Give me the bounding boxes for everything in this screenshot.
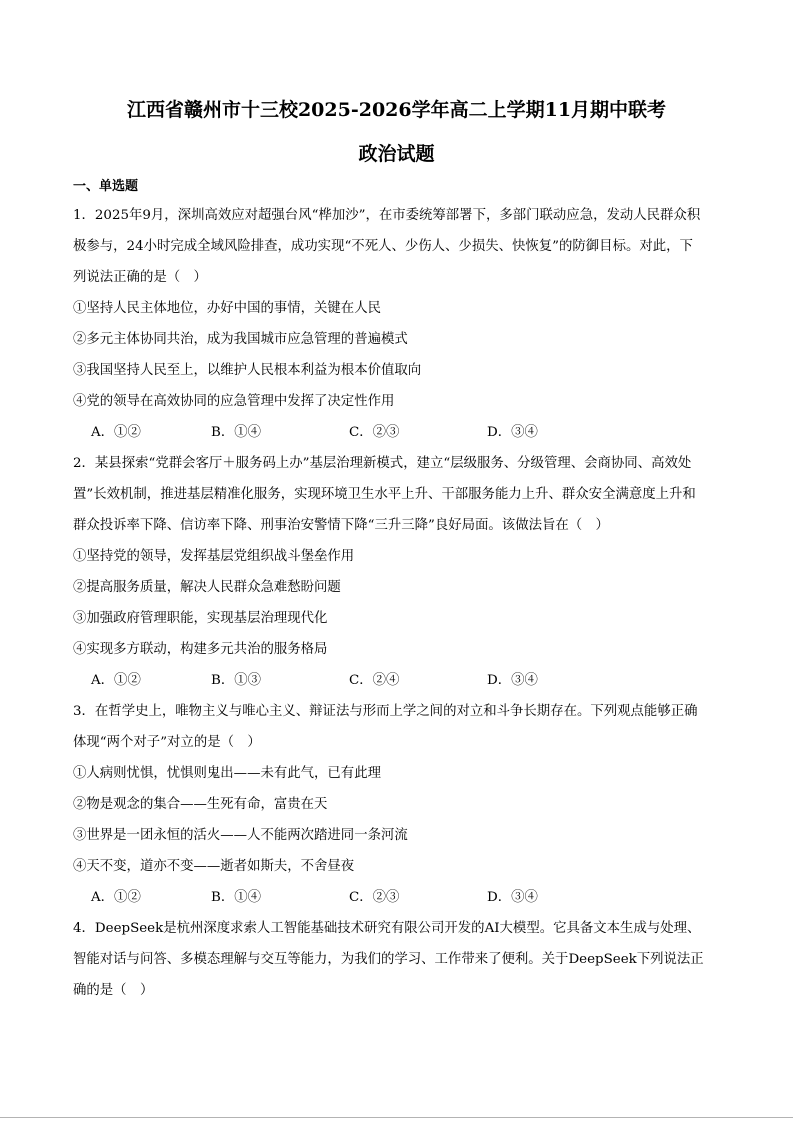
choice-a: A．①② [91,673,141,688]
answer-choices [73,882,721,913]
question-2 [73,448,721,696]
subject-title: 政治试题 [358,143,435,165]
question-stem-line: 列说法正确的是（ ） [73,270,207,285]
question-1 [73,200,721,448]
choice-c: C．②③ [349,425,400,440]
statement-option: ③我国坚持人民至上，以维护人民根本利益为根本价值取向 [73,363,422,378]
question-stem-line: 4．DeepSeek是杭州深度求索人工智能基础技术研究有限公司开发的AI大模型。它具备文本生成与处理、 [73,921,701,936]
exam-title: 江西省赣州市十三校2025-2026学年高二上学期11月期中联考 [126,99,667,121]
question-stem-line: 置”长效机制，推进基层精准化服务，实现环境卫生水平上升、干部服务能力上升、群众安全满意度上升和 [73,487,696,502]
question-stem-line: 3．在哲学史上，唯物主义与唯心主义、辩证法与形而上学之间的对立和斗争长期存在。下列观点能够正确 [73,704,698,719]
question-4 [73,913,721,1006]
question-3 [73,696,721,913]
question-stem-line: 智能对话与问答、多模态理解与交互等能力，为我们的学习、工作带来了便利。关于DeepSeek下列说法正 [73,952,704,967]
statement-option: ①人病则忧惧，忧惧则鬼出——未有此气，已有此理 [73,766,381,781]
statement-option: ②物是观念的集合——生死有命，富贵在天 [73,797,328,812]
choice-d: D．③④ [487,890,538,905]
choice-b: B．①③ [211,673,262,688]
choice-a: A．①② [91,890,141,905]
statement-option: ②提高服务质量，解决人民群众急难愁盼问题 [73,580,341,595]
statement-option: ①坚持党的领导，发挥基层党组织战斗堡垒作用 [73,549,355,564]
choice-b: B．①④ [211,425,262,440]
answer-choices [73,665,721,696]
choice-c: C．②④ [349,673,400,688]
choice-d: D．③④ [487,425,538,440]
answer-choices [73,417,721,448]
statement-option: ①坚持人民主体地位，办好中国的事情，关键在人民 [73,301,381,316]
question-list [73,200,721,1006]
statement-option: ③加强政府管理职能，实现基层治理现代化 [73,611,328,626]
question-stem-line: 确的是（ ） [73,983,154,998]
choice-d: D．③④ [487,673,538,688]
statement-option: ②多元主体协同共治，成为我国城市应急管理的普遍模式 [73,332,408,347]
statement-option: ③世界是一团永恒的活火——人不能两次踏进同一条河流 [73,828,408,843]
choice-b: B．①④ [211,890,262,905]
statement-option: ④天不变，道亦不变——逝者如斯夫，不舍昼夜 [73,859,355,874]
question-stem-line: 群众投诉率下降、信访率下降、刑事治安警情下降“三升三降”良好局面。该做法旨在（ ） [73,518,609,533]
question-stem-line: 2．某县探索“党群会客厅＋服务码上办”基层治理新模式，建立“层级服务、分级管理、会商协同、高效处 [73,456,692,471]
statement-option: ④党的领导在高效协同的应急管理中发挥了决定性作用 [73,394,395,409]
section-heading: 一、单选题 [73,179,139,194]
choice-c: C．②③ [349,890,400,905]
question-stem-line: 体现“两个对子”对立的是（ ） [73,735,261,750]
question-stem-line: 极参与，24小时完成全域风险排查，成功实现“不死人、少伤人、少损失、快恢复”的防御目标。对此，下 [73,239,693,254]
choice-a: A．①② [91,425,141,440]
question-stem-line: 1．2025年9月，深圳高效应对超强台风“桦加沙”，在市委统筹部署下，多部门联动应急，发动人民群众积 [73,208,701,223]
page-bottom-divider [0,1117,793,1118]
statement-option: ④实现多方联动，构建多元共治的服务格局 [73,642,328,657]
